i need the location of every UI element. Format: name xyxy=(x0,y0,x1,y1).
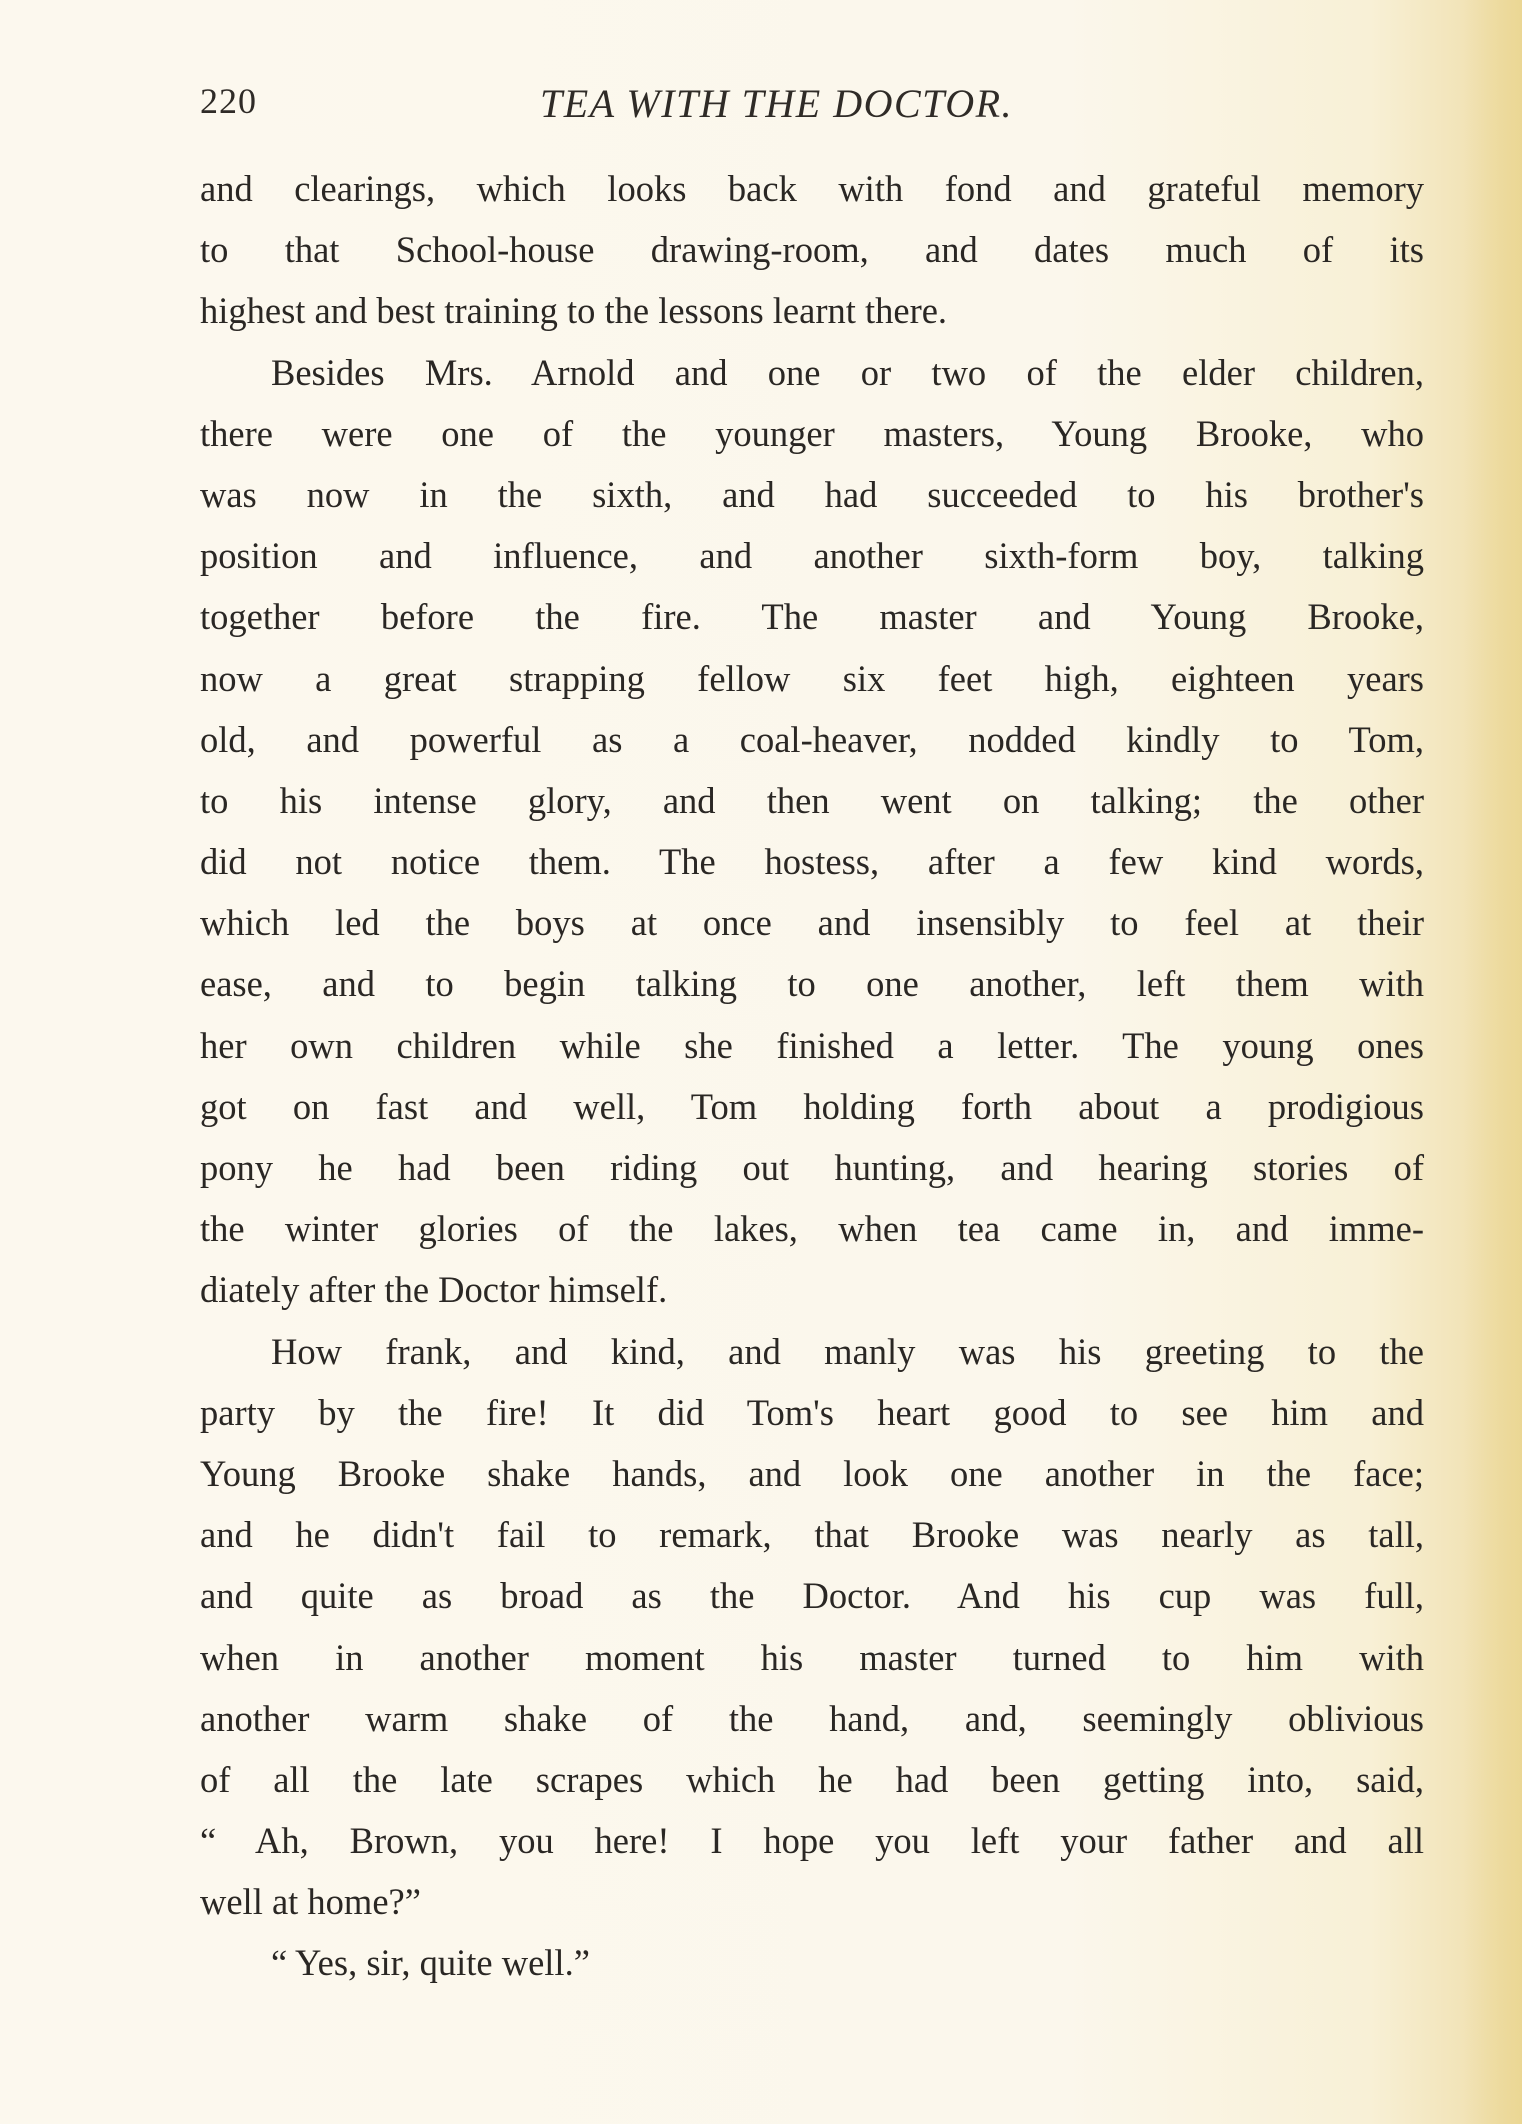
text-line: and quite as broad as the Doctor. And his cup was full, xyxy=(200,1575,1424,1617)
text-line: “ Ah, Brown, you here! I hope you left your father and all xyxy=(200,1820,1424,1862)
text-line: ease, and to begin talking to one another, left them with xyxy=(200,963,1424,1005)
text-line: How frank, and kind, and manly was his greeting to the xyxy=(271,1330,1424,1372)
text-line: “ Yes, sir, quite well.” xyxy=(271,1942,590,1984)
text-line: another warm shake of the hand, and, seemingly oblivious xyxy=(200,1697,1424,1739)
text-line: now a great strapping fellow six feet high, eighteen years xyxy=(200,657,1424,699)
text-line: when in another moment his master turned to him with xyxy=(200,1636,1424,1678)
text-line: position and influence, and another sixth-form boy, talking xyxy=(200,535,1424,577)
running-title: TEA WITH THE DOCTOR. xyxy=(540,81,1014,126)
body-text xyxy=(200,158,1424,1994)
text-line: the winter glories of the lakes, when tea came in, and imme- xyxy=(200,1208,1424,1250)
text-line: which led the boys at once and insensibly to feel at their xyxy=(200,902,1424,944)
text-line: and clearings, which looks back with fond and grateful memory xyxy=(200,168,1424,209)
text-line: there were one of the younger masters, Young Brooke, who xyxy=(200,412,1424,454)
text-line: well at home?” xyxy=(200,1881,421,1923)
running-header xyxy=(200,80,1422,140)
text-line: to that School-house drawing-room, and dates much of its xyxy=(200,229,1424,271)
text-line: to his intense glory, and then went on talking; the other xyxy=(200,779,1424,821)
page-number: 220 xyxy=(200,81,257,121)
text-line: was now in the sixth, and had succeeded to his brother's xyxy=(200,473,1424,515)
text-line: highest and best training to the lessons learnt there. xyxy=(200,290,948,332)
text-line: pony he had been riding out hunting, and hearing stories of xyxy=(200,1147,1424,1188)
text-line: her own children while she finished a letter. The young ones xyxy=(200,1024,1424,1066)
text-line: party by the fire! It did Tom's heart good to see him and xyxy=(200,1391,1424,1433)
text-line: diately after the Doctor himself. xyxy=(200,1269,668,1311)
page-edge-shadow xyxy=(1462,0,1522,2124)
text-line: Besides Mrs. Arnold and one or two of the elder children, xyxy=(271,351,1424,393)
text-line: and he didn't fail to remark, that Brooke was nearly as tall, xyxy=(200,1514,1424,1556)
text-line: together before the fire. The master and Young Brooke, xyxy=(200,596,1424,638)
text-line: did not notice them. The hostess, after a few kind words, xyxy=(200,841,1424,883)
text-line: Young Brooke shake hands, and look one another in the face; xyxy=(200,1452,1424,1494)
text-line: old, and powerful as a coal-heaver, nodded kindly to Tom, xyxy=(200,718,1424,760)
text-line: got on fast and well, Tom holding forth about a prodigious xyxy=(200,1085,1424,1127)
text-line: of all the late scrapes which he had been getting into, said, xyxy=(200,1758,1424,1800)
